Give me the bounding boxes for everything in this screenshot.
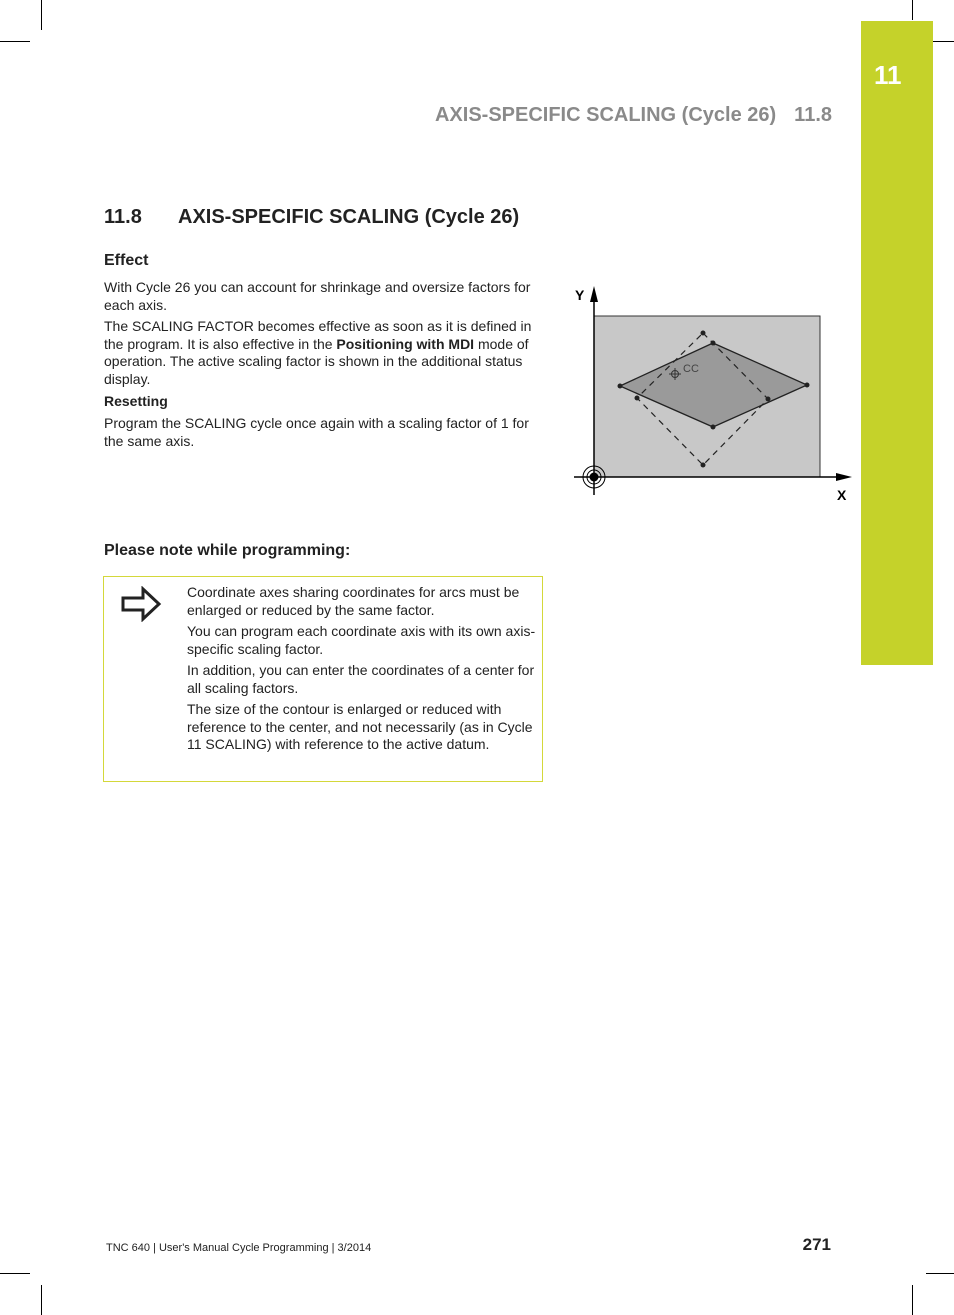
note-box	[103, 576, 543, 782]
crop-mark	[912, 0, 913, 20]
note-item: In addition, you can enter the coordinates of a center for all scaling factors.	[187, 662, 535, 696]
note-item: The size of the contour is enlarged or reduced with reference to the center, and not necessarily (as in Cycle 11 SCALING) with reference to the active datum.	[187, 701, 533, 752]
resetting-heading: Resetting	[104, 393, 168, 409]
page-number: 271	[802, 1235, 831, 1254]
effect-paragraph-1: With Cycle 26 you can account for shrinkage and oversize factors for each axis.	[104, 279, 531, 313]
crop-mark	[41, 1285, 42, 1315]
section-number: 11.8	[104, 206, 142, 228]
note-item: You can program each coordinate axis with its own axis-specific scaling factor.	[187, 623, 536, 657]
crop-mark	[926, 1273, 954, 1274]
running-header-number: 11.8	[794, 104, 832, 126]
section-title-text: AXIS-SPECIFIC SCALING (Cycle 26)	[178, 206, 520, 228]
note-item: Coordinate axes sharing coordinates for arcs must be enlarged or reduced by the same factor.	[187, 584, 520, 618]
chapter-number: 11	[874, 60, 902, 90]
x-arrow	[836, 473, 852, 481]
arrow-right-icon	[121, 586, 163, 622]
effect-heading: Effect	[104, 252, 149, 269]
running-header	[435, 104, 832, 127]
chapter-tab	[861, 21, 933, 665]
y-arrow	[590, 286, 598, 302]
footer-text: TNC 640 | User's Manual Cycle Programming | 3/2014	[106, 1242, 372, 1254]
section-title	[104, 206, 519, 229]
crop-mark	[0, 1273, 30, 1274]
mode-name: Positioning with MDI	[336, 335, 475, 352]
text: The SCALING FACTOR becomes effective as soon as it is defined in the program. It is also effective in the	[104, 318, 532, 352]
y-label: Y	[575, 287, 585, 303]
cc-label: CC	[683, 363, 699, 375]
effect-paragraph-2	[104, 318, 534, 388]
x-label: X	[837, 487, 847, 503]
crop-mark	[0, 41, 30, 42]
text: mode of operation. The active scaling factor is shown in the additional status display.	[104, 335, 529, 387]
crop-mark	[41, 0, 42, 30]
note-text	[187, 584, 537, 758]
scaling-figure	[570, 280, 860, 510]
note-heading: Please note while programming:	[104, 542, 351, 559]
running-header-title: AXIS-SPECIFIC SCALING (Cycle 26)	[434, 104, 777, 126]
resetting-paragraph: Program the SCALING cycle once again with a scaling factor of 1 for the same axis.	[104, 415, 529, 449]
crop-mark	[912, 1285, 913, 1315]
